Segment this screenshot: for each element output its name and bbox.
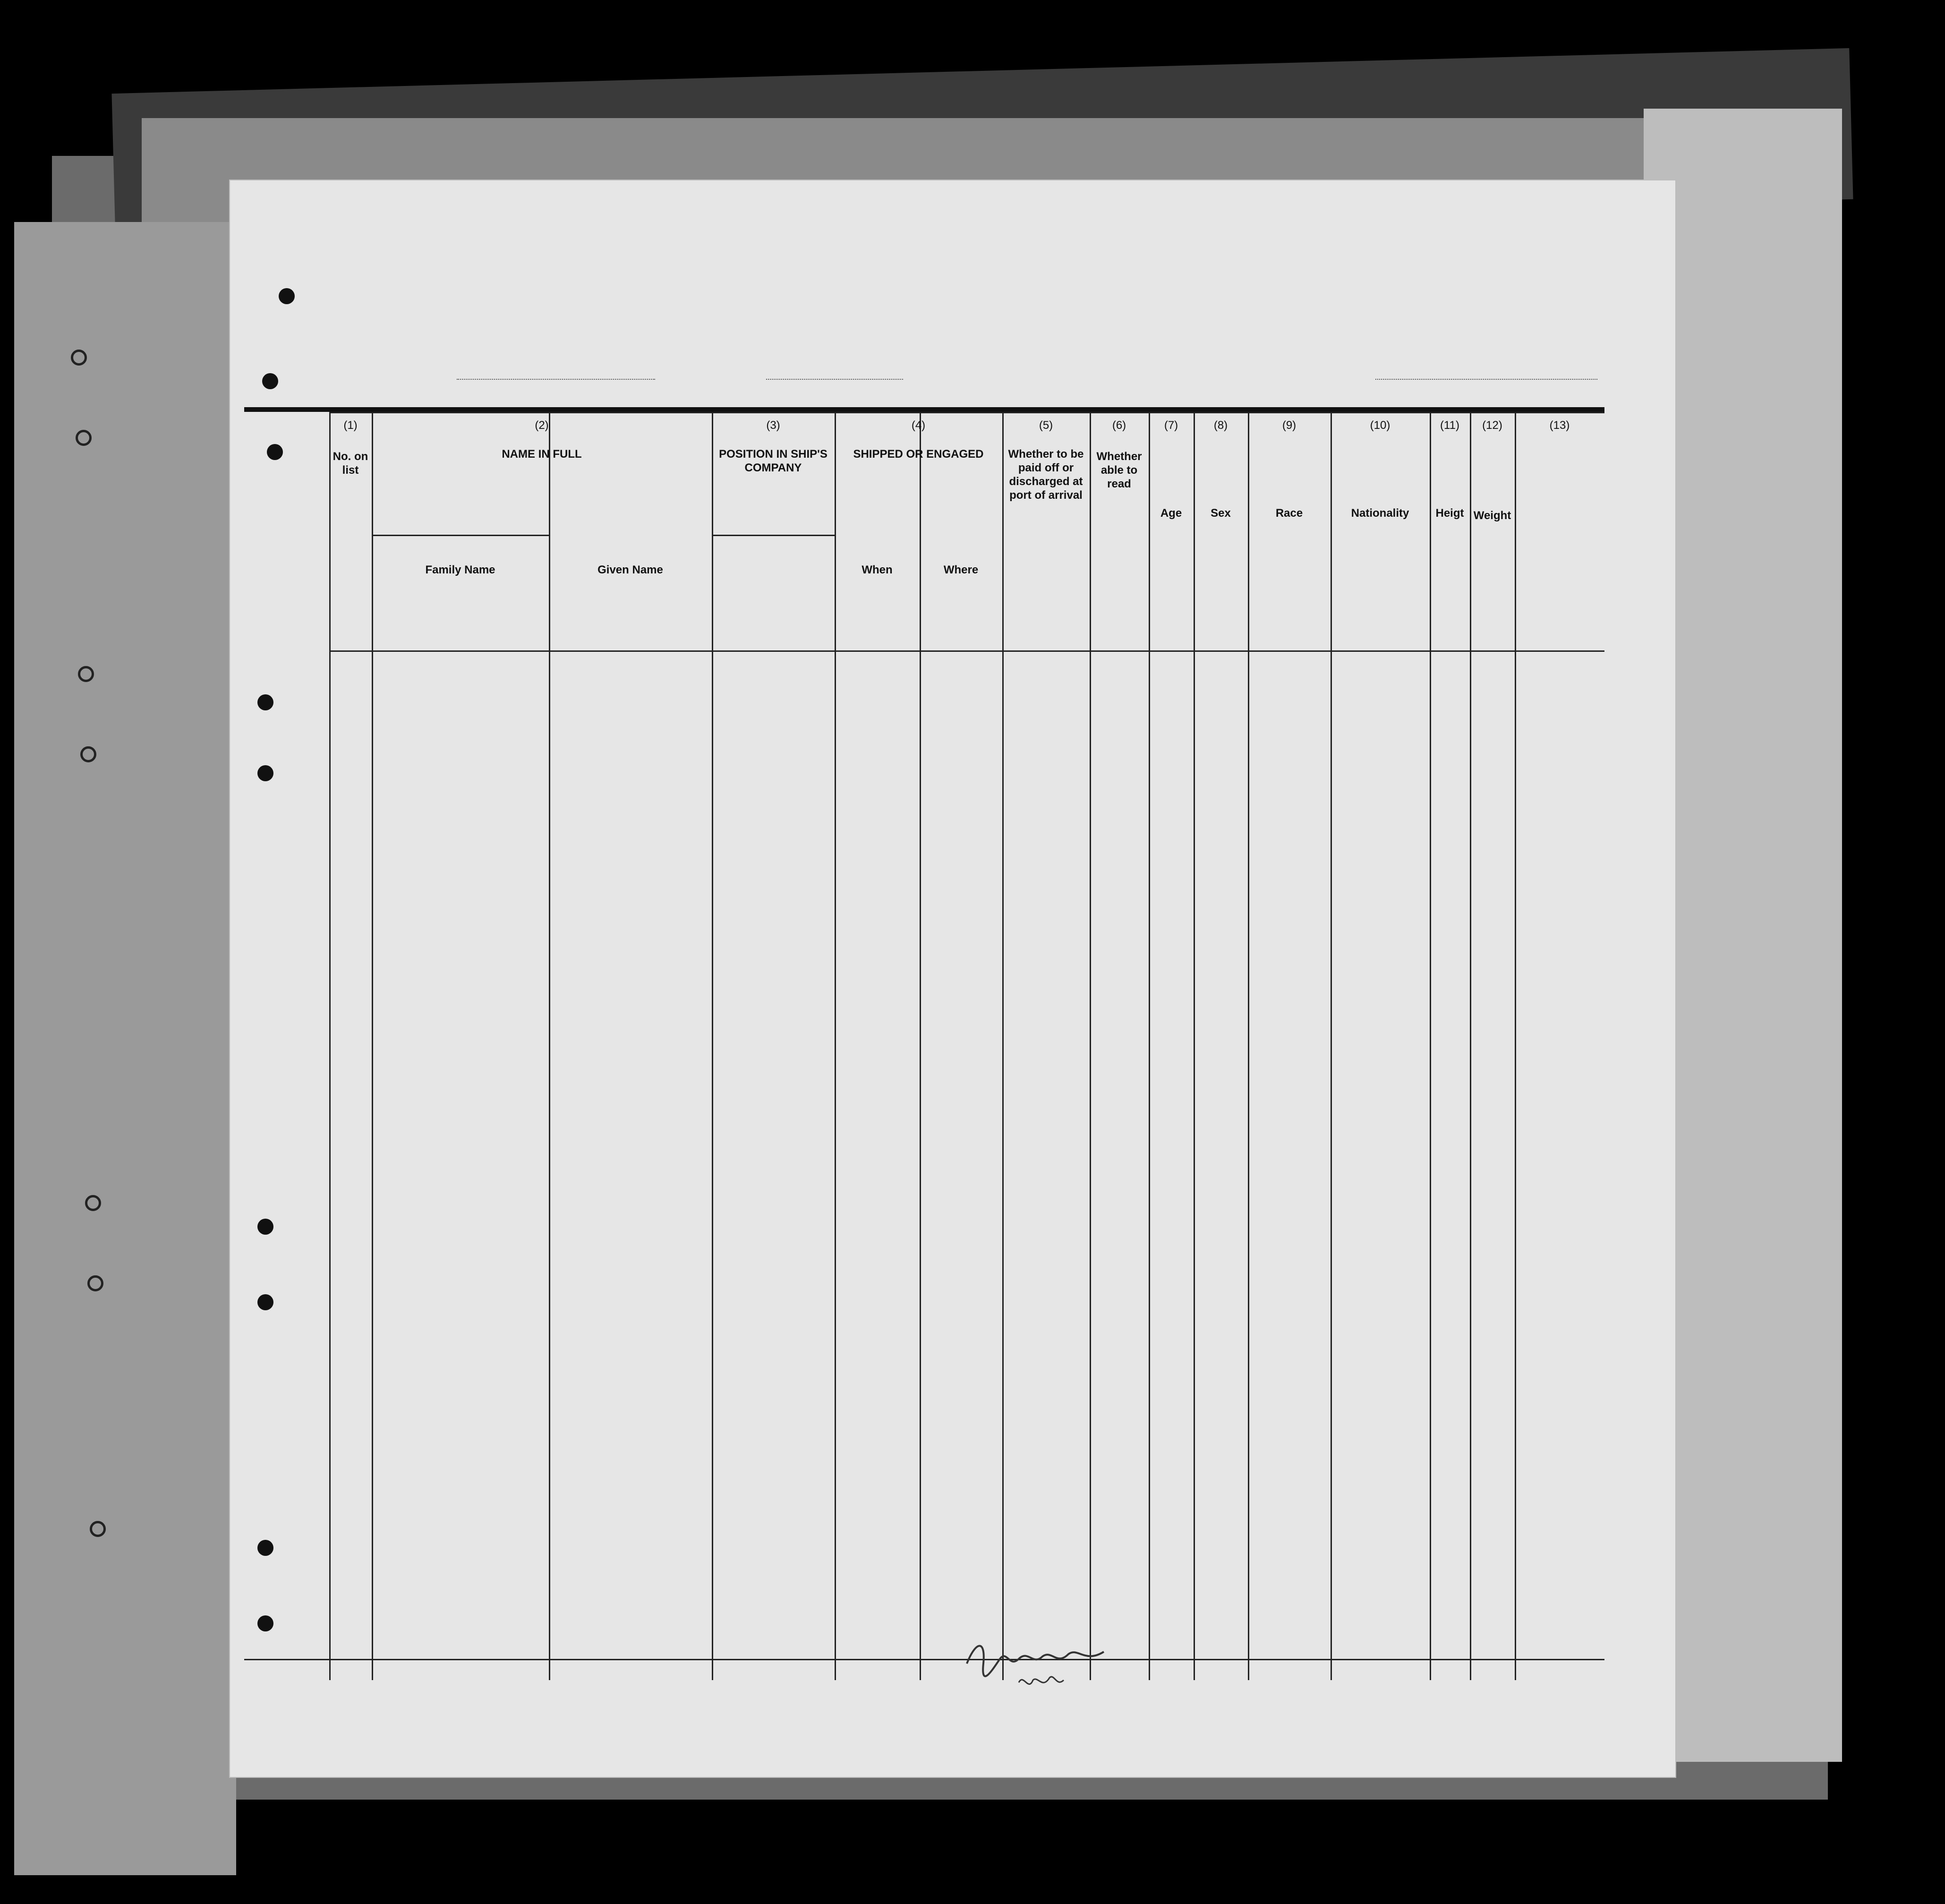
column-number: (12) xyxy=(1482,419,1502,432)
arrival-port xyxy=(766,379,903,380)
departure-port xyxy=(1375,379,1597,380)
punch-hole xyxy=(257,1219,273,1235)
column-number: (2) xyxy=(535,419,549,432)
binder-ring xyxy=(90,1521,106,1537)
column-number: (9) xyxy=(1282,419,1297,432)
column-divider xyxy=(1090,412,1091,1680)
column-divider xyxy=(920,412,921,1680)
column-number: (3) xyxy=(766,419,780,432)
column-number: (11) xyxy=(1440,419,1459,432)
column-divider xyxy=(549,412,550,1680)
header-able-to-read: Whether able to read xyxy=(1096,450,1142,490)
header-name-in-full: NAME IN FULL xyxy=(502,448,582,461)
column-divider xyxy=(1430,412,1431,1680)
header-when: When xyxy=(862,564,893,576)
column-divider xyxy=(1331,412,1332,1680)
punch-hole xyxy=(257,1615,273,1631)
binder-ring xyxy=(76,430,92,446)
column-divider xyxy=(372,412,373,1680)
column-divider xyxy=(1248,412,1249,1680)
column-divider xyxy=(1194,412,1195,1680)
header-paid-off: Whether to be paid off or discharged at port of arrival xyxy=(1008,448,1084,502)
column-number: (6) xyxy=(1112,419,1126,432)
punch-hole xyxy=(257,1294,273,1310)
inspector-signature xyxy=(962,1631,1113,1697)
header-position: POSITION IN SHIP'S COMPANY xyxy=(719,448,827,474)
vessel-name xyxy=(457,379,655,380)
header-where: Where xyxy=(943,564,979,576)
column-number: (1) xyxy=(343,419,358,432)
punch-hole xyxy=(257,694,273,710)
punch-hole xyxy=(267,444,283,460)
header-bottom-line xyxy=(329,650,1604,652)
binder-ring xyxy=(80,746,96,762)
column-divider xyxy=(1149,412,1150,1680)
manifest-sheet xyxy=(229,179,1676,1778)
binder-ring xyxy=(87,1275,103,1291)
column-number: (4) xyxy=(911,419,926,432)
column-divider xyxy=(835,412,836,1680)
header-nationality: Nationality xyxy=(1351,507,1409,520)
column-number: (5) xyxy=(1039,419,1053,432)
binder-ring xyxy=(71,350,87,366)
column-divider xyxy=(329,412,331,1680)
header-top-line xyxy=(329,412,1604,413)
header-sex: Sex xyxy=(1211,507,1231,520)
header-weight: Weight xyxy=(1473,509,1511,522)
column-number: (7) xyxy=(1164,419,1178,432)
column-number: (13) xyxy=(1549,419,1570,432)
punch-hole xyxy=(262,373,278,389)
binder-ring xyxy=(78,666,94,682)
header-family-name: Family Name xyxy=(425,564,495,576)
punch-hole xyxy=(257,765,273,781)
crew-table xyxy=(244,412,1604,1680)
shipped-subheader-line xyxy=(712,535,835,536)
header-age: Age xyxy=(1160,507,1182,520)
column-number: (8) xyxy=(1213,419,1228,432)
column-divider xyxy=(712,412,713,1680)
table-bottom-line xyxy=(244,1659,1604,1660)
binder-ring xyxy=(85,1195,101,1211)
column-divider xyxy=(1002,412,1004,1680)
punch-hole xyxy=(257,1540,273,1556)
header-no-on-list: No. on list xyxy=(333,450,368,477)
heavy-rule xyxy=(244,407,1604,412)
header-race: Race xyxy=(1275,507,1303,520)
column-divider xyxy=(1470,412,1471,1680)
name-subheader-line xyxy=(372,535,549,536)
column-number: (10) xyxy=(1370,419,1391,432)
background-sheet-left xyxy=(14,222,236,1875)
column-divider xyxy=(1515,412,1516,1680)
header-given-name: Given Name xyxy=(597,564,663,576)
punch-hole xyxy=(279,288,295,304)
header-height: Heigt xyxy=(1435,507,1464,520)
header-shipped-or-engaged: SHIPPED OR ENGAGED xyxy=(853,448,984,461)
